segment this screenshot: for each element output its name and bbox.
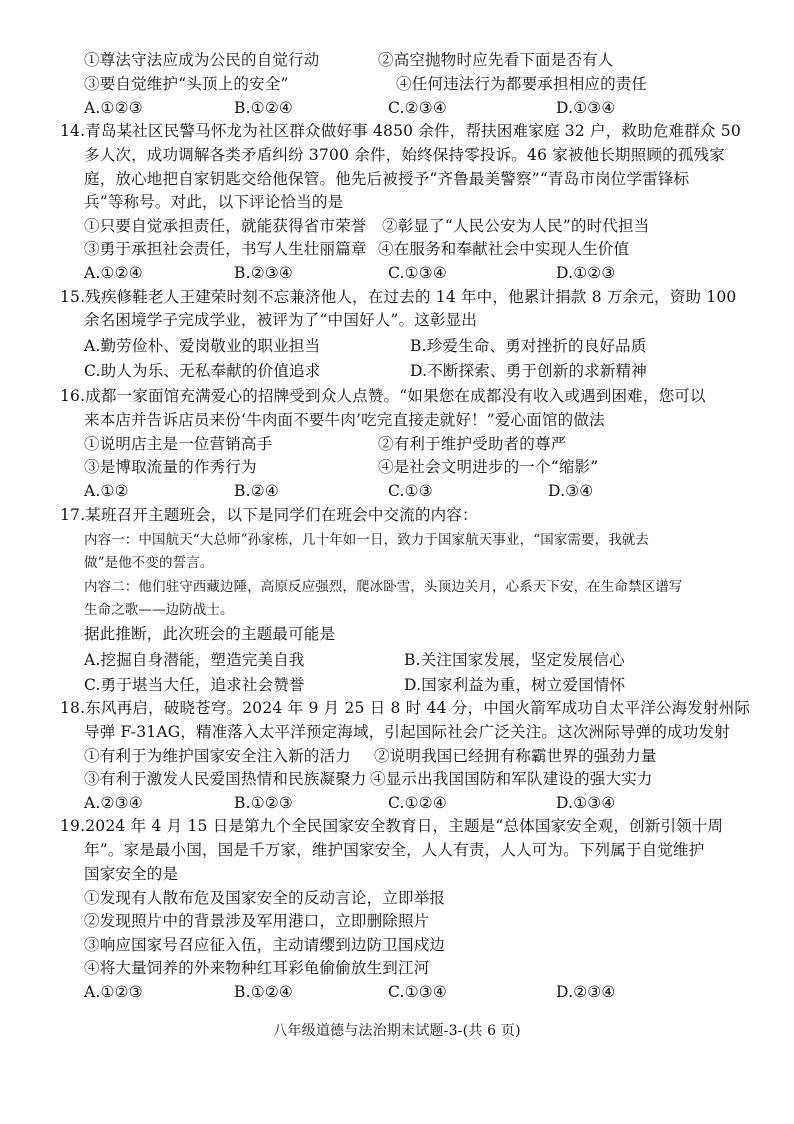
q15-stem-line-1: 15.残疾修鞋老人王建荣时刻不忘兼济他人，在过去的 14 年中，他累计捐款 8 万余元，资助 100 bbox=[60, 288, 737, 306]
q15-option-a: A.勤劳俭朴、爱岗敬业的职业担当 bbox=[84, 337, 321, 355]
q19-option-c: C.①③④ bbox=[388, 983, 447, 1001]
q18-option-d: D.①③④ bbox=[556, 794, 616, 812]
q17-context-2-line-2: 生命之歌——边防战士。 bbox=[84, 602, 234, 618]
q14-stem-line-1: 14.青岛某社区民警马怀龙为社区群众做好事 4850 余件，帮扶困难家庭 32 户，救助危难群众 50 bbox=[60, 122, 741, 140]
q13-statement-1: ①尊法守法应成为公民的自觉行动 bbox=[84, 51, 320, 69]
q14-stem-line-2: 多人次，成功调解各类矛盾纠纷 3700 余件，始终保持零投诉。46 家被他长期照顾的孤残家 bbox=[84, 146, 725, 164]
q18-statement-1: ①有利于为维护国家安全注入新的活力 bbox=[84, 747, 351, 765]
q14-option-c: C.①③④ bbox=[388, 264, 447, 282]
q16-option-b: B.②④ bbox=[234, 482, 279, 500]
q19-option-b: B.①②④ bbox=[234, 983, 294, 1001]
q17-context-1-line-2: 做”是他不变的誓言。 bbox=[84, 555, 214, 571]
q13-option-b: B.①②④ bbox=[234, 99, 294, 117]
q18-stem-line-2: 导弹 F-31AG，精准落入太平洋预定海域，引起国际社会广泛关注。这次洲际导弹的成功发射 bbox=[84, 723, 730, 741]
q13-option-a: A.①②③ bbox=[84, 99, 143, 117]
q14-option-d: D.①②③ bbox=[556, 264, 616, 282]
q17-question: 据此推断，此次班会的主题最可能是 bbox=[84, 625, 336, 643]
q15-option-c: C.助人为乐、无私奉献的价值追求 bbox=[84, 362, 321, 380]
q13-option-d: D.①③④ bbox=[556, 99, 616, 117]
q19-statement-3: ③响应国家号召应征入伍，主动请缨到边防卫国戍边 bbox=[84, 936, 446, 954]
q15-stem-line-2: 余名困境学子完成学业，被评为了“中国好人”。这彰显出 bbox=[84, 311, 478, 329]
q19-statement-4: ④将大量饲养的外来物种红耳彩龟偷偷放生到江河 bbox=[84, 959, 430, 977]
q13-statement-4: ④任何违法行为都要承担相应的责任 bbox=[396, 75, 648, 93]
q14-option-b: B.②③④ bbox=[234, 264, 294, 282]
q16-option-d: D.③④ bbox=[548, 482, 594, 500]
q17-option-c: C.勇于堪当大任，追求社会赞誉 bbox=[84, 676, 305, 694]
q18-statement-4: ④显示出我国国防和军队建设的强大实力 bbox=[370, 770, 653, 788]
q18-statement-3: ③有利于激发人民爱国热情和民族凝聚力 bbox=[84, 770, 367, 788]
q14-statement-2: ②彰显了“人民公安为人民”的时代担当 bbox=[382, 217, 650, 235]
q16-statement-1: ①说明店主是一位营销高手 bbox=[84, 435, 273, 453]
q15-option-d: D.不断探索、勇于创新的求新精神 bbox=[410, 362, 648, 380]
q19-stem-line-2: 年”。家是最小国，国是千万家，维护国家安全，人人有责，人人可为。下列属于自觉维护 bbox=[84, 841, 705, 859]
q16-statement-4: ④是社会文明进步的一个“缩影” bbox=[378, 458, 599, 476]
q16-statement-3: ③是博取流量的作秀行为 bbox=[84, 458, 257, 476]
q14-stem-line-4: 兵”等称号。对此，以下评论恰当的是 bbox=[84, 193, 344, 211]
q18-option-a: A.②③④ bbox=[84, 794, 143, 812]
q17-stem: 17.某班召开主题班会，以下是同学们在班会中交流的内容： bbox=[60, 506, 478, 524]
q17-option-d: D.国家利益为重，树立爱国情怀 bbox=[404, 676, 626, 694]
q19-stem-line-1: 19.2024 年 4 月 15 日是第九个全民国家安全教育日，主题是“总体国家安全观，创新引领十周 bbox=[60, 817, 724, 835]
q14-statement-4: ④在服务和奉献社会中实现人生价值 bbox=[378, 240, 630, 258]
q18-option-b: B.①②③ bbox=[234, 794, 294, 812]
page-footer: 八年级道德与法治期末试题-3-(共 6 页) bbox=[273, 1023, 521, 1039]
q14-statement-3: ③勇于承担社会责任，书写人生壮丽篇章 bbox=[84, 240, 367, 258]
q14-option-a: A.①②④ bbox=[84, 264, 143, 282]
q17-option-b: B.关注国家发展，坚定发展信心 bbox=[404, 651, 625, 669]
q19-stem-line-3: 国家安全的是 bbox=[84, 865, 179, 883]
q13-statement-2: ②高空抛物时应先看下面是否有人 bbox=[378, 51, 614, 69]
q19-option-a: A.①②③ bbox=[84, 983, 143, 1001]
q16-option-c: C.①③ bbox=[388, 482, 433, 500]
q17-context-2-line-1: 内容二：他们驻守西藏边陲，高原反应强烈，爬冰卧雪，头顶边关月，心系天下安，在生命禁区谱写 bbox=[84, 579, 683, 595]
q17-option-a: A.挖掘自身潜能，塑造完美自我 bbox=[84, 651, 305, 669]
q14-stem-line-3: 庭，放心地把自家钥匙交给他保管。他先后被授予“齐鲁最美警察”“青岛市岗位学雷锋标 bbox=[84, 170, 690, 188]
q17-context-1-line-1: 内容一：中国航天“大总师”孙家栋，几十年如一日，致力于国家航天事业，“国家需要，我就去 bbox=[84, 532, 650, 548]
q19-option-d: D.②③④ bbox=[556, 983, 616, 1001]
q13-option-c: C.②③④ bbox=[388, 99, 447, 117]
q18-statement-2: ②说明我国已经拥有称霸世界的强劲力量 bbox=[374, 747, 657, 765]
q16-statement-2: ②有利于维护受助者的尊严 bbox=[378, 435, 567, 453]
q19-statement-2: ②发现照片中的背景涉及军用港口，立即删除照片 bbox=[84, 912, 430, 930]
q15-option-b: B.珍爱生命、勇对挫折的良好品质 bbox=[410, 337, 647, 355]
q19-statement-1: ①发现有人散布危及国家安全的反动言论，立即举报 bbox=[84, 889, 446, 907]
q13-statement-3: ③要自觉维护“头顶上的安全” bbox=[84, 75, 289, 93]
q16-stem-line-2: 来本店并告诉店员来份‘牛肉面不要牛肉’吃完直接走就好！”爱心面馆的做法 bbox=[84, 411, 605, 429]
q14-statement-1: ①只要自觉承担责任，就能获得省市荣誉 bbox=[84, 217, 367, 235]
q18-stem-line-1: 18.东风再启，破晓苍穹。2024 年 9 月 25 日 8 时 44 分，中国火箭军成功自太平洋公海发射州际 bbox=[60, 699, 751, 717]
q16-stem-line-1: 16.成都一家面馆充满爱心的招牌受到众人点赞。“如果您在成都没有收入或遇到困难，您可以 bbox=[60, 387, 706, 405]
q18-option-c: C.①②④ bbox=[388, 794, 447, 812]
q16-option-a: A.①② bbox=[84, 482, 129, 500]
